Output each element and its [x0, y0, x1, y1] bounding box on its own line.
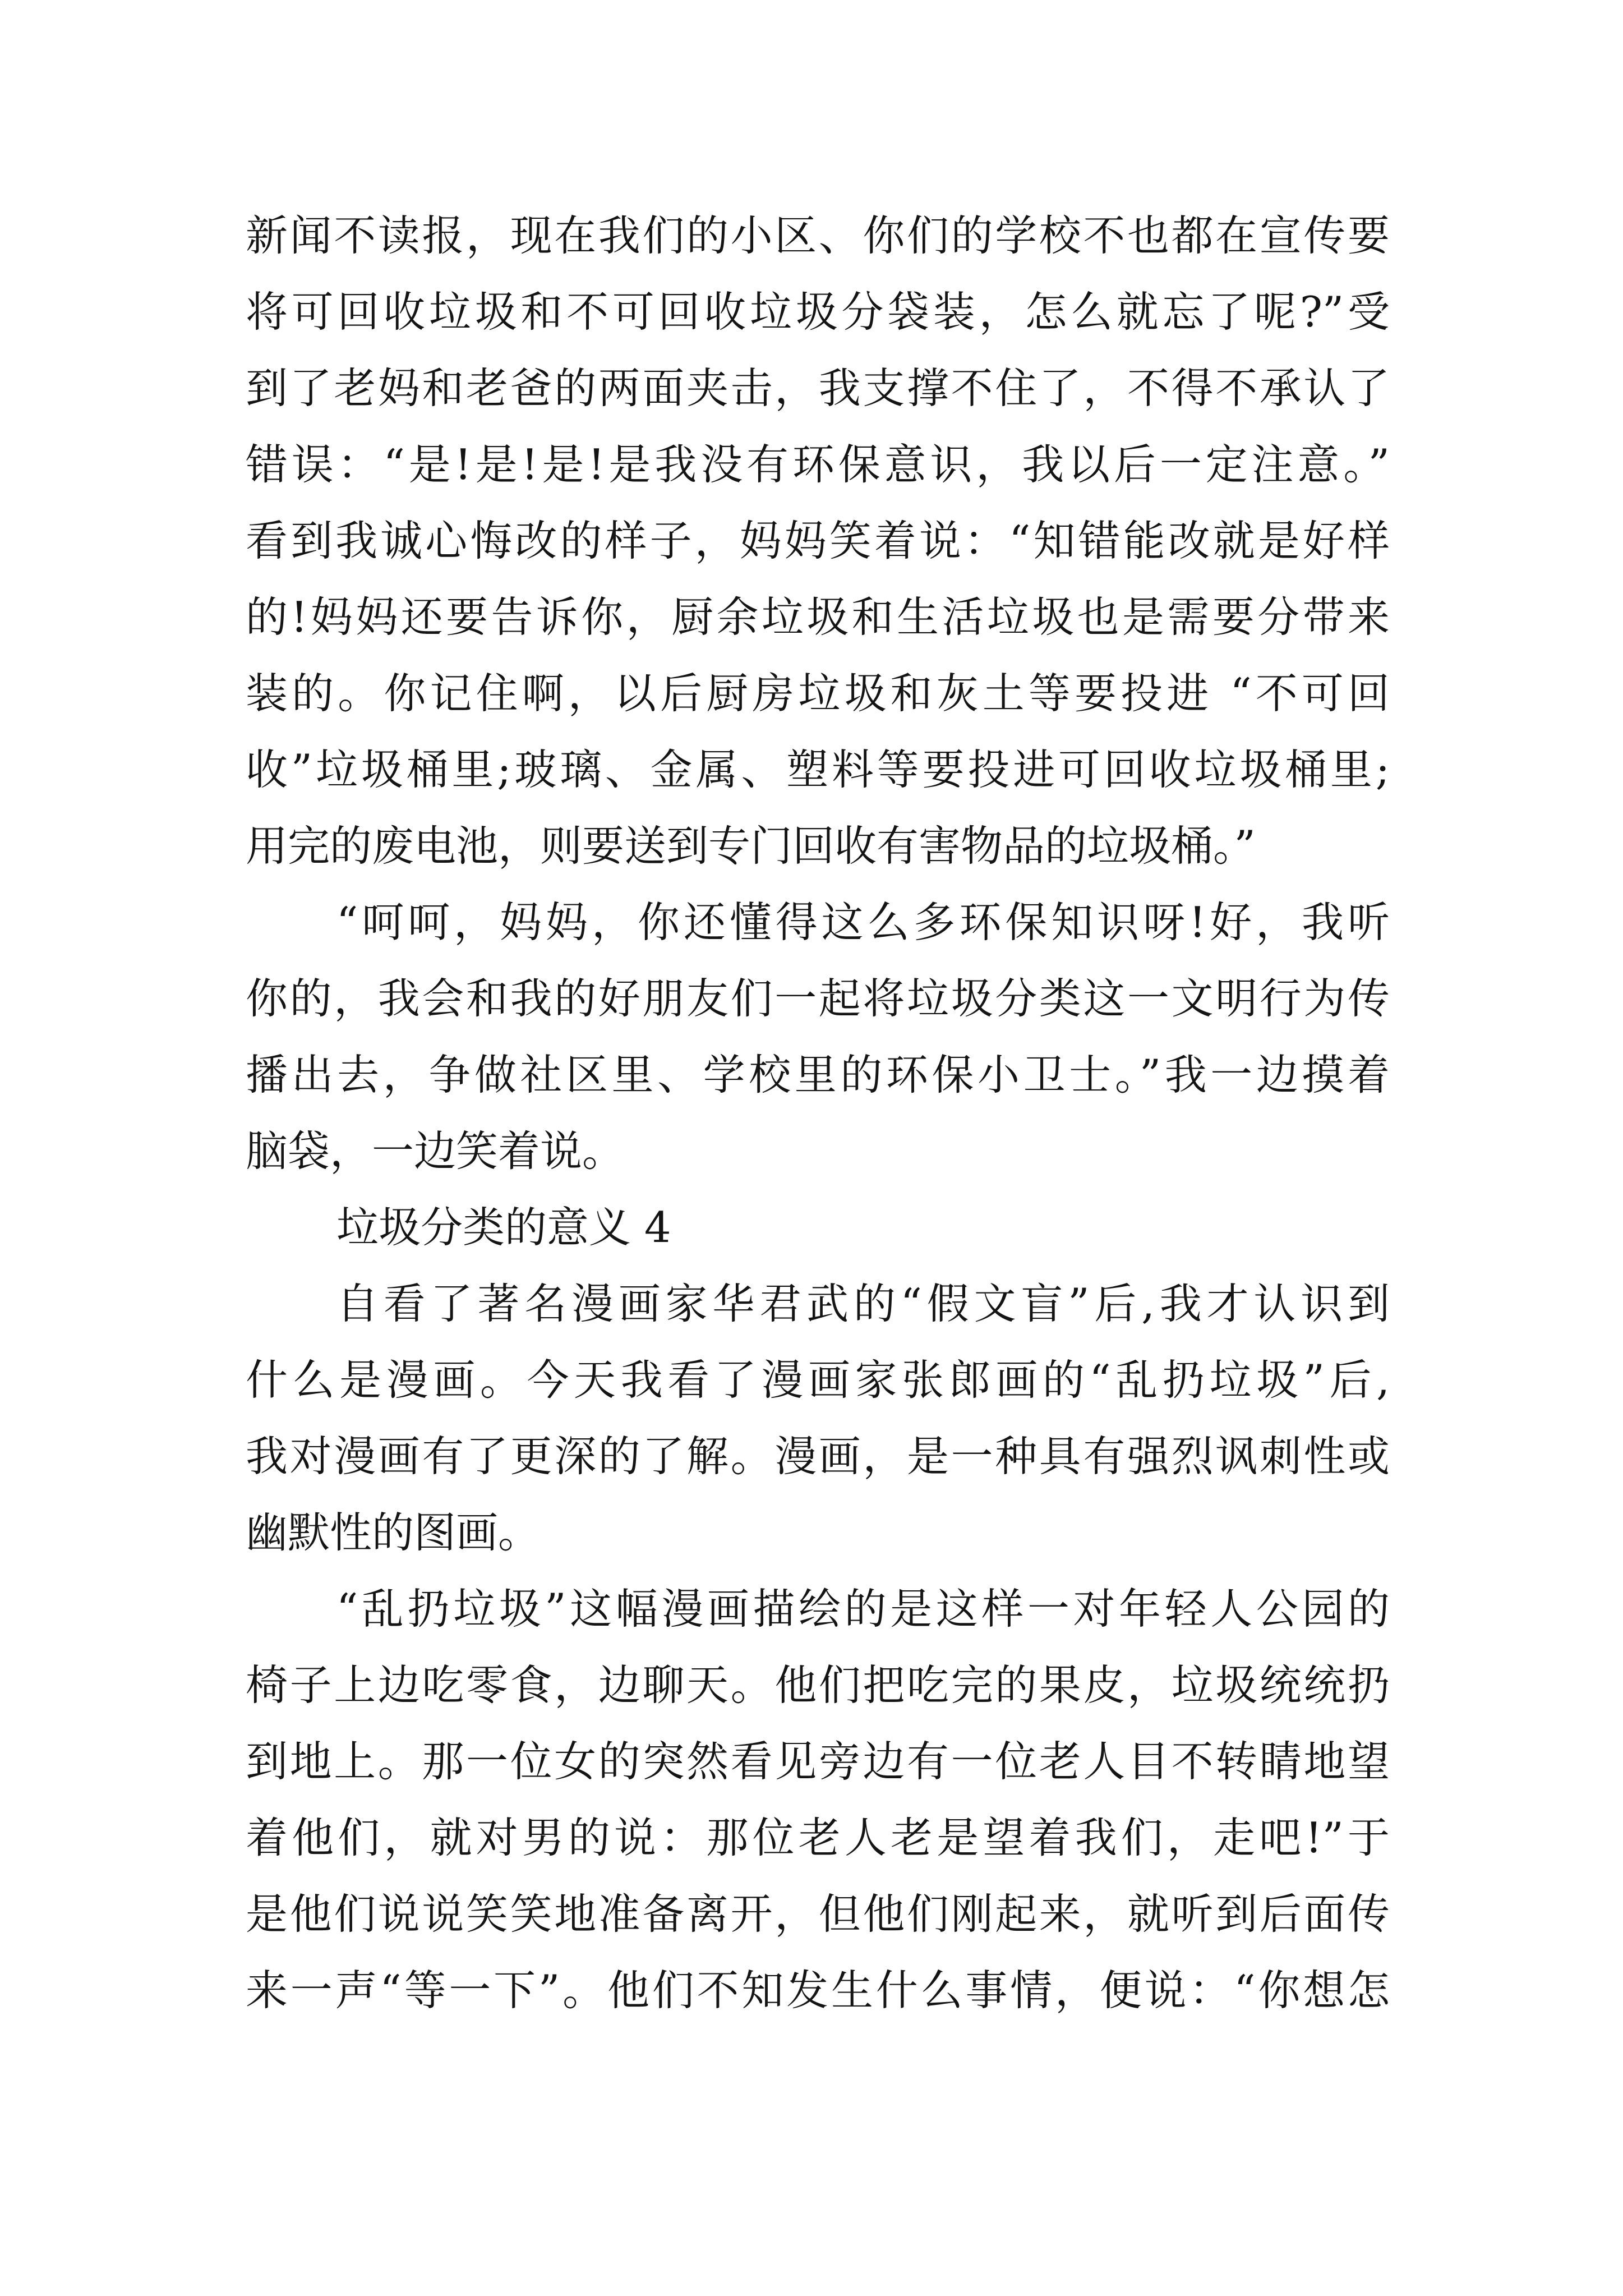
section-heading: 垃圾分类的意义 4 [336, 1203, 671, 1252]
text-line: 是他们说说笑笑地准备离开，但他们刚起来，就听到后面传 [246, 1889, 1390, 1939]
text-line: 用完的废电池，则要送到专门回收有害物品的垃圾桶。” [246, 821, 1256, 871]
text-line: 脑袋，一边笑着说。 [246, 1126, 625, 1176]
text-line: 播出去，争做社区里、学校里的环保小卫士。”我一边摸着 [246, 1050, 1390, 1099]
text-line: 到地上。那一位女的突然看见旁边有一位老人目不转睛地望 [246, 1737, 1390, 1786]
text-line: 什么是漫画。今天我看了漫画家张郎画的“乱扔垃圾”后, [246, 1355, 1390, 1405]
text-line: 着他们，就对男的说：那位老人老是望着我们，走吧!”于 [246, 1813, 1390, 1862]
text-line: 装的。你记住啊，以后厨房垃圾和灰土等要投进 “不可回 [246, 669, 1390, 718]
text-line: 错误：“是!是!是!是我没有环保意识，我以后一定注意。” [246, 440, 1390, 489]
text-line: 将可回收垃圾和不可回收垃圾分袋装，怎么就忘了呢?”受 [246, 287, 1390, 337]
text-line: 的!妈妈还要告诉你，厨余垃圾和生活垃圾也是需要分带来 [246, 592, 1390, 642]
text-line: 你的，我会和我的好朋友们一起将垃圾分类这一文明行为传 [246, 974, 1390, 1023]
paragraph-first-line: “呵呵，妈妈，你还懂得这么多环保知识呀!好，我听 [336, 898, 1390, 947]
text-line: 新闻不读报，现在我们的小区、你们的学校不也都在宣传要 [246, 211, 1390, 260]
text-line: 椅子上边吃零食，边聊天。他们把吃完的果皮，垃圾统统扔 [246, 1660, 1390, 1710]
text-line: 看到我诚心悔改的样子，妈妈笑着说：“知错能改就是好样 [246, 516, 1390, 565]
text-line: 到了老妈和老爸的两面夹击，我支撑不住了，不得不承认了 [246, 364, 1390, 413]
paragraph-first-line: “乱扔垃圾”这幅漫画描绘的是这样一对年轻人公园的 [336, 1584, 1390, 1634]
text-line: 我对漫画有了更深的了解。漫画，是一种具有强烈讽刺性或 [246, 1432, 1390, 1481]
text-line: 幽默性的图画。 [246, 1508, 541, 1557]
text-line: 来一声“等一下”。他们不知发生什么事情，便说：“你想怎 [246, 1966, 1390, 2015]
text-line: 收”垃圾桶里;玻璃、金属、塑料等要投进可回收垃圾桶里; [246, 745, 1390, 794]
paragraph-first-line: 自看了著名漫画家华君武的“假文盲”后,我才认识到 [336, 1279, 1390, 1328]
